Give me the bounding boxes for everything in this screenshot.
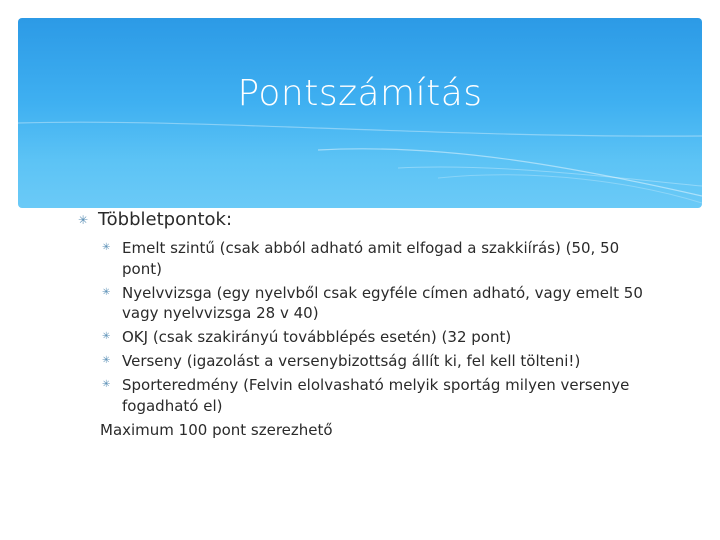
list-item-text: Emelt szintű (csak abból adható amit elfogad a szakkiírás) (50, 50 pont) — [122, 239, 620, 278]
list-item-text: OKJ (csak szakirányú továbblépés esetén) (32 pont) — [122, 328, 512, 346]
list-item — [78, 375, 658, 416]
heading-text: Többletpontok: — [98, 209, 233, 230]
asterisk-bullet-icon: ✳ — [102, 331, 111, 342]
summary-line: Maximum 100 pont szerezhető — [100, 420, 333, 439]
asterisk-bullet-icon: ✳ — [102, 286, 111, 298]
list-item — [78, 238, 658, 279]
list-item — [78, 351, 658, 372]
bullet-heading — [78, 207, 678, 233]
list-item-text: Verseny (igazolást a versenybizottság állít ki, fel kell tölteni!) — [122, 352, 581, 370]
list-item-text: Sporteredmény (Felvin elolvasható melyik sportág milyen versenye fogadható el) — [122, 376, 630, 415]
list-item — [78, 283, 658, 324]
slide-title: Pontszámítás — [237, 73, 483, 114]
asterisk-bullet-icon: ✳ — [78, 213, 89, 227]
title-banner — [18, 18, 702, 208]
asterisk-bullet-icon: ✳ — [102, 379, 111, 390]
list-item — [78, 327, 658, 348]
slide-body — [78, 207, 678, 440]
asterisk-bullet-icon: ✳ — [102, 242, 111, 253]
asterisk-bullet-icon: ✳ — [102, 355, 111, 366]
list-item-text: Nyelvvizsga (egy nyelvből csak egyféle címen adható, vagy emelt 50 vagy nyelvvizsga 28 v 40) — [122, 283, 643, 322]
bullet-list — [78, 238, 678, 416]
